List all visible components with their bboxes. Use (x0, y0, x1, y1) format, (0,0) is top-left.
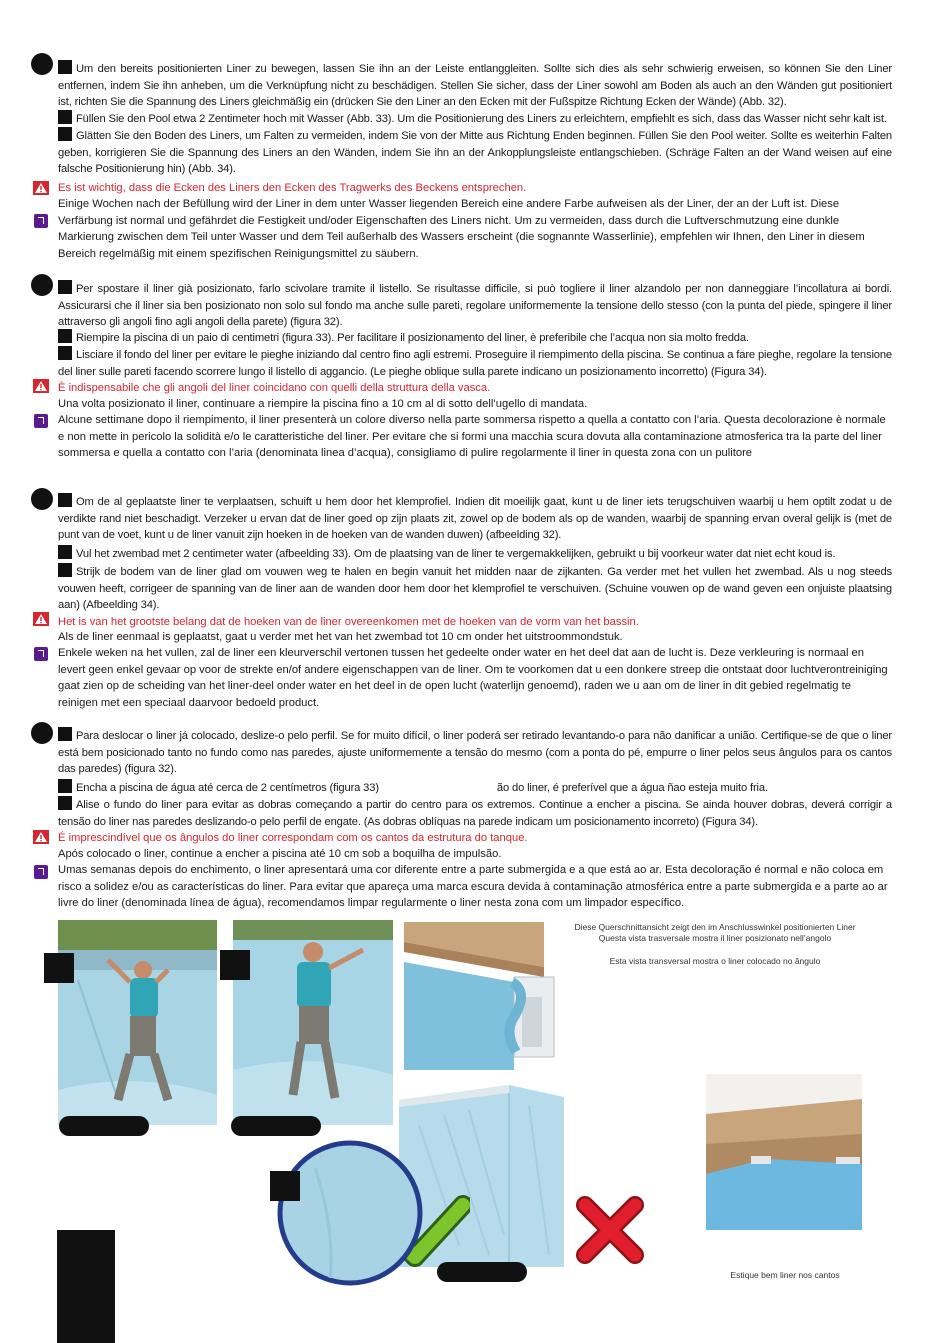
de-step-1: Um den bereits positionierten Liner zu bewegen, lassen Sie ihn an der Leiste entlanggleiten. Sollte sich dies als sehr schwierig erweisen, so können Sie den Liner entfernen, indem Sie ihn anheben, um die Verknüpfung nicht zu beschädigen. Stellen Sie sicher, dass der Liner sowohl am Boden als auch an den Wänden gut positioniert ist, richten Sie die Spannung des Liners gleichmäßig ein (drücken Sie den Liner an den Ecken mit der Fußspitze Richtung Ecken der Wände) (Abb. 32). (58, 60, 892, 111)
pt-step-1: Para deslocar o liner já colocado, deslize-o pelo perfil. Se for muito difícil, o liner poderá ser retirado levantando-o para não danificar a união. Certifique-se de que o liner está bem posicionado tanto no fundo como nas paredes, ajuste uniformemente a tensão do mesmo (com a ponta do pé, empurre o liner pelos seus ângulos para os cantos das paredes) (figura 32). (58, 727, 892, 778)
figure-marker-34 (270, 1171, 300, 1201)
nl-step-1: Om de al geplaatste liner te verplaatsen, schuift u hem door het klemprofiel. Indien dit moeilijk gaat, kunt u de liner iets terugschuiven waarbij u hem optilt zodat u de verdikte rand niet beschadigt. Verzeker u ervan dat de liner goed op zijn plaats zit, zowel op de bodem als op de wanden, waarbij de spanning ervan overal gelijk is (met de punt van de voet, kunt u de liner vanuit zijn hoeken in de hoeken van de wanden duwen) (afbeelding 32). (58, 493, 892, 544)
photo-liner-adjust-2 (233, 920, 393, 1125)
note-pencil-icon (34, 414, 48, 428)
figure-label-bar (59, 1116, 149, 1136)
note-pencil-icon (34, 214, 48, 228)
nl-warning: Het is van het grootste belang dat de hoeken van de liner overeenkomen met de hoeken van de vorm van het bassin. (58, 616, 639, 628)
nl-note: Enkele weken na het vullen, zal de liner een kleurverschil vertonen tussen het gedeelte onder water en het deel dat aan de lucht is. Deze verkleuring is normaal en levert geen enkel gevaar op voor de strekte en/of andere eigenschappen van de liner. Om te voorkomen dat u een donkere streep die ontstaat door luchtverontreiniging gaat zien op de scheiding van het liner-deel onder water en het deel in de open lucht (waterlijn genoemd), raden we u aan om de liner in dit gebied regelmatig te reinigen met een speciaal daarvoor bedoeld product. (58, 647, 888, 709)
pt-step-3: Alise o fundo do liner para evitar as dobras começando a partir do centro para os extremos. Continue a encher a piscina. Se ainda houver dobras, deverá corrigir a tensão do liner nas paredes deslizando-o pelo perfil de engate. (As dobras oblíquas na parede indicam um posicionamento incorreto) (Figura 34). (58, 796, 892, 830)
language-marker-pt (31, 722, 53, 744)
caption-de: Diese Querschnittansicht zeigt den im Anschlusswinkel positionierten Liner (574, 922, 856, 932)
nl-step-3: Strijk de bodem van de liner glad om vouwen weg te halen en begin vanuit het midden naar de zijkanten. Ga verder met het vullen het zwembad. Als u nog steeds vouwen heeft, corrigeer de spanning van de liner aan de wanden door hem door het klemprofiel te verschuiven. (Schuine vouwen op de wand geven een onjuiste plaatsing aan) (Afbeelding 34). (58, 563, 892, 614)
figure-label-bar (437, 1262, 527, 1282)
step-square-icon (58, 493, 72, 507)
step-square-icon (58, 110, 72, 124)
it-step-2: Riempire la piscina di un paio di centimetri (figura 33). Per facilitare il posizionamento del liner, è preferibile che l’acqua non sia molto fredda. (58, 329, 892, 347)
step-square-icon (58, 280, 72, 294)
caption-it: Questa vista trasversale mostra il liner posizionato nell’angolo (598, 933, 832, 943)
language-marker-it (31, 274, 53, 296)
step-square-icon (58, 563, 72, 577)
step-square-icon (58, 727, 72, 741)
pt-warning: É imprescindível que os ângulos do liner correspondam com os cantos da estrutura do tanque. (58, 832, 528, 844)
warning-triangle-icon (33, 612, 49, 626)
de-step-2: Füllen Sie den Pool etwa 2 Zentimeter hoch mit Wasser (Abb. 33). Um die Positionierung des Liners zu erleichtern, empfiehlt es sich, dass das Wasser nicht sehr kalt ist. (58, 110, 892, 128)
de-note: Einige Wochen nach der Befüllung wird der Liner in dem unter Wasser liegenden Bereich eine andere Farbe aufweisen als der Liner, der an der Luft ist. Diese Verfärbung ist normal und gefährdet die Festigkeit und/oder Eigenschaften des Liners nicht. Um zu vermeiden, dass durch die Luftverschmutzung eine dunkle Markierung zwischen dem Teil unter Wasser und dem Teil außerhalb des Wassers erscheint (die sognannte Wasserlinie), empfehlen wir Ihnen, den Liner in diesem Bereich regelmäßig mit einem spezifischen Reinigungsmittel zu säubern. (58, 198, 865, 260)
step-square-icon (58, 329, 72, 343)
it-extra: Una volta posizionato il liner, continuare a riempire la piscina fino a 10 cm al di sotto dell’ugello di mandata. (58, 398, 588, 410)
it-warning: È indispensabile che gli angoli del liner coincidano con quelli della struttura della vasca. (58, 382, 491, 394)
step-square-icon (58, 779, 72, 793)
language-marker-nl (31, 488, 53, 510)
nl-step-2: Vul het zwembad met 2 centimeter water (afbeelding 33). Om de plaatsing van de liner te vergemakkelijken, gebruikt u bij voorkeur water dat niet echt koud is. (58, 545, 892, 563)
de-step-3: Glätten Sie den Boden des Liners, um Falten zu vermeiden, indem Sie von der Mitte aus Richtung Enden beginnen. Füllen Sie den Pool weiter. Sollte es weiterhin Falten geben, korrigieren Sie die Spannung des Liners an den Wänden, indem Sie ihn an der Ankopplungsleiste entlangschieben. (Schräge Falten an der Wand weisen auf eine falsche Positionierung hin) (Abb. 34). (58, 127, 892, 178)
warning-triangle-icon (33, 830, 49, 844)
step-square-icon (58, 545, 72, 559)
it-note: Alcune settimane dopo il riempimento, il liner presenterà un colore diverso nella parte sommersa rispetto a quella a contatto con l’aria. Questa decolorazione è normale e non mette in pericolo la solidità e/o le caratteristiche del liner. Per evitare che si formi una macchia scura dovuta alla contaminazione atmosferica tra la parte del liner sommersa e quella a contatto con l’aria (denominata linea d’acqua), consigliamo di pulire regolarmente il liner in questa zona con un pulitore (58, 414, 886, 460)
warning-triangle-icon (33, 181, 49, 195)
step-square-icon (58, 60, 72, 74)
note-pencil-icon (34, 865, 48, 879)
caption-corner: Estique bem liner nos cantos (730, 1270, 840, 1280)
it-step-1: Per spostare il liner già posizionato, farlo scivolare tramite il listello. Se risultasse difficile, si può togliere il liner alzandolo per non danneggiare l’incollatura ai bordi. Assicurarsi che il liner sia ben posizionato non solo sul fondo ma anche sulle pareti, regolare uniformemente la tensione dello stesso (con la punta del piede, spingere il liner attraverso gli angoli fino agli angoli della parete) (figura 32). (58, 280, 892, 331)
zoom-circle-liner-corner (275, 1138, 425, 1288)
cross-mark-icon (575, 1195, 645, 1265)
it-step-3: Lisciare il fondo del liner per evitare le pieghe iniziando dal centro fino agli estremi. Proseguire il riempimento della piscina. Se continua a fare pieghe, regolare la tensione del liner sulle pareti facendo scorrere lungo il listello di aggancio. (Le pieghe oblique sulla parete indicano un posizionamento incorretto) (Figura 34). (58, 346, 892, 380)
step-square-icon (58, 127, 72, 141)
language-marker-de (31, 53, 53, 75)
step-square-icon (58, 346, 72, 360)
de-warning: Es ist wichtig, dass die Ecken des Liners den Ecken des Tragwerks des Beckens entsprechen. (58, 182, 527, 194)
step-square-icon (58, 796, 72, 810)
caption-pt: Esta vista transversal mostra o liner colocado no ângulo (609, 956, 821, 966)
photo-liner-profile-section (404, 922, 564, 1070)
warning-triangle-icon (33, 379, 49, 393)
photo-liner-adjust-1 (58, 920, 217, 1125)
note-pencil-icon (34, 647, 48, 661)
figure-marker-33 (220, 950, 250, 980)
pt-extra: Após colocado o liner, continue a encher a piscina até 10 cm sob a boquilha de impulsão. (58, 848, 502, 860)
pt-note: Umas semanas depois do enchimento, o liner apresentará uma cor diferente entre a parte submergida e a que está ao ar. Esta decoloração é normal e não coloca em risco a solidez e/ou as características do liner. Para evitar que apareça uma marca escura devida à contaminação atmosférica entre a parte submergida e a parte ao ar livre do liner (denominada línea de água), recomendamos limpar regularmente o liner nesta zona com um limpador específico. (58, 864, 888, 910)
nl-extra: Als de liner eenmaal is geplaatst, gaat u verder met het van het zwembad tot 10 cm onder het uitstroommondstuk. (58, 631, 623, 643)
page-tab-marker (57, 1230, 115, 1343)
photo-liner-corner-stretched (706, 1074, 862, 1230)
figure-marker-32 (44, 953, 74, 983)
pt-step-2: Encha a piscina de água até cerca de 2 centímetros (figura 33) ão do liner, é preferível que a água ñao esteja muito fria. (58, 779, 892, 797)
figure-label-bar (231, 1116, 321, 1136)
